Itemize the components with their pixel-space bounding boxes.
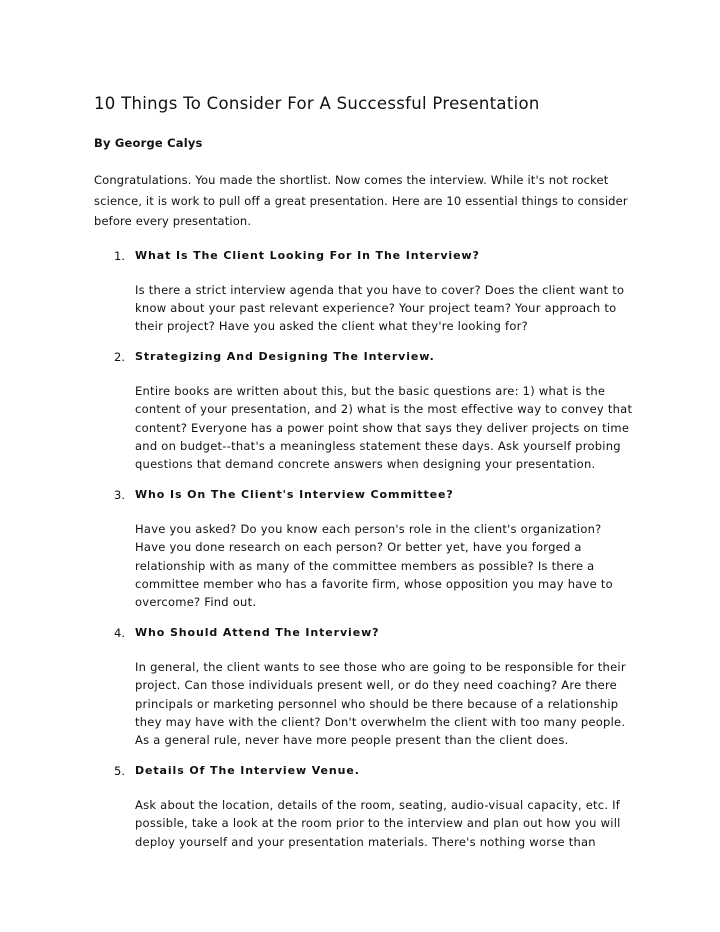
item-number: 4.: [114, 626, 125, 641]
item-heading: Who Is On The Client's Interview Committee?: [135, 488, 454, 502]
list-item: [94, 625, 634, 749]
author-byline: By George Calys: [94, 136, 203, 150]
item-heading: Details Of The Interview Venue.: [135, 764, 360, 778]
item-body: Is there a strict interview agenda that you have to cover? Does the client want to know about your past relevant experience? Your project team? Your approach to their project? Have you asked the client what they're looking for?: [135, 282, 625, 333]
list-item: [94, 248, 634, 336]
document-page: [94, 93, 634, 865]
list-item: [94, 763, 634, 851]
intro-paragraph: Congratulations. You made the shortlist. Now comes the interview. While it's not rocket science, it is work to pull off a great presentation. Here are 10 essential things to consider before every presentation.: [94, 173, 628, 228]
list-item: [94, 349, 634, 473]
item-heading: What Is The Client Looking For In The Interview?: [135, 248, 480, 262]
item-number: 1.: [114, 248, 125, 263]
item-number: 5.: [114, 764, 125, 779]
document-title: 10 Things To Consider For A Successful Presentation: [94, 94, 540, 113]
item-body: In general, the client wants to see those who are going to be responsible for their project. Can those individuals present well, or do they need coaching? Are there principals or marketing personnel who should be there because of a relationship they may have with the client? Don't overwhelm the client with too many people. As a general rule, never have more people present than the client does.: [135, 660, 626, 747]
item-body: Ask about the location, details of the room, seating, audio-visual capacity, etc. If possible, take a look at the room prior to the interview and plan out how you will deploy yourself and your presentation materials. There's nothing worse than: [135, 798, 621, 849]
item-heading: Strategizing And Designing The Interview.: [135, 350, 435, 364]
item-heading: Who Should Attend The Interview?: [135, 626, 380, 640]
list-item: [94, 487, 634, 611]
item-number: 3.: [114, 488, 125, 503]
considerations-list: [94, 248, 634, 851]
item-body: Entire books are written about this, but the basic questions are: 1) what is the content of your presentation, and 2) what is the most effective way to convey that content? Everyone has a power point show that says they deliver projects on time and on budget--that's a meaningless statement these days. Ask yourself probing questions that demand concrete answers when designing your presentation.: [135, 384, 633, 471]
item-body: Have you asked? Do you know each person's role in the client's organization? Have you done research on each person? Or better yet, have you forged a relationship with as many of the committee members as possible? Is there a committee member who has a favorite firm, whose opposition you may have to overcome? Find out.: [135, 522, 613, 609]
item-number: 2.: [114, 350, 125, 365]
